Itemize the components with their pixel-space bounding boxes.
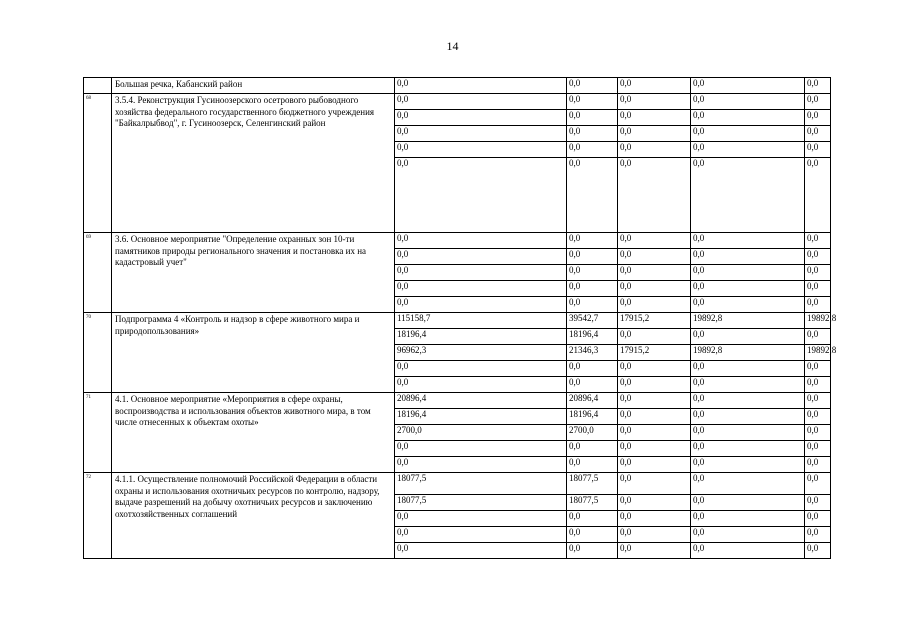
measure-name: Подпрограмма 4 «Контроль и надзор в сфере животного мира и природопользования»	[112, 313, 395, 393]
table-row	[84, 313, 831, 329]
value-cell: 0,0	[805, 297, 831, 313]
value-cell: 0,0	[618, 78, 691, 94]
value-cell: 0,0	[805, 377, 831, 393]
value-cell: 0,0	[805, 110, 831, 126]
value-cell: 0,0	[567, 265, 618, 281]
value-cell: 0,0	[805, 393, 831, 409]
value-cell: 0,0	[567, 78, 618, 94]
value-cell: 0,0	[395, 361, 567, 377]
value-cell: 0,0	[805, 473, 831, 495]
value-cell: 0,0	[618, 297, 691, 313]
value-cell: 0,0	[567, 94, 618, 110]
value-cell: 18077,5	[395, 473, 567, 495]
value-cell: 0,0	[395, 142, 567, 158]
value-cell: 0,0	[691, 329, 805, 345]
value-cell: 0,0	[691, 233, 805, 249]
value-cell: 18077,5	[567, 473, 618, 495]
value-cell: 0,0	[805, 495, 831, 511]
value-cell: 18196,4	[567, 329, 618, 345]
row-number	[84, 78, 112, 94]
value-cell: 0,0	[691, 94, 805, 110]
value-cell: 0,0	[618, 457, 691, 473]
value-cell: 0,0	[395, 249, 567, 265]
value-cell: 0,0	[567, 377, 618, 393]
value-cell: 0,0	[805, 511, 831, 527]
value-cell: 0,0	[805, 233, 831, 249]
value-cell: 0,0	[567, 543, 618, 559]
value-cell: 0,0	[395, 94, 567, 110]
value-cell: 18077,5	[395, 495, 567, 511]
table-row	[84, 78, 831, 94]
value-cell: 0,0	[395, 158, 567, 233]
value-cell: 0,0	[805, 361, 831, 377]
value-cell: 0,0	[805, 441, 831, 457]
value-cell: 18196,4	[567, 409, 618, 425]
value-cell: 0,0	[567, 511, 618, 527]
value-cell: 0,0	[805, 457, 831, 473]
value-cell: 0,0	[691, 142, 805, 158]
value-cell: 0,0	[618, 425, 691, 441]
value-cell: 0,0	[691, 265, 805, 281]
value-cell: 20896,4	[395, 393, 567, 409]
value-cell: 0,0	[395, 78, 567, 94]
value-cell: 0,0	[567, 110, 618, 126]
value-cell: 0,0	[395, 233, 567, 249]
value-cell: 0,0	[395, 457, 567, 473]
value-cell: 17915,2	[618, 313, 691, 329]
value-cell: 0,0	[567, 361, 618, 377]
value-cell: 0,0	[691, 297, 805, 313]
value-cell: 0,0	[691, 457, 805, 473]
value-cell: 0,0	[618, 409, 691, 425]
value-cell: 0,0	[395, 377, 567, 393]
value-cell: 39542,7	[567, 313, 618, 329]
table-row	[84, 94, 831, 110]
value-cell: 0,0	[691, 126, 805, 142]
row-number: 68	[84, 94, 112, 233]
value-cell: 0,0	[691, 78, 805, 94]
value-cell: 0,0	[567, 249, 618, 265]
row-number: 71	[84, 393, 112, 473]
value-cell: 18196,4	[395, 329, 567, 345]
value-cell: 0,0	[691, 527, 805, 543]
value-cell: 0,0	[805, 142, 831, 158]
value-cell: 0,0	[395, 511, 567, 527]
value-cell: 0,0	[805, 329, 831, 345]
value-cell: 0,0	[618, 473, 691, 495]
value-cell: 0,0	[691, 377, 805, 393]
value-cell: 0,0	[618, 441, 691, 457]
value-cell: 0,0	[567, 233, 618, 249]
value-cell: 0,0	[805, 78, 831, 94]
value-cell: 0,0	[567, 527, 618, 543]
value-cell: 0,0	[618, 527, 691, 543]
value-cell: 0,0	[805, 249, 831, 265]
value-cell: 0,0	[395, 297, 567, 313]
value-cell: 0,0	[691, 495, 805, 511]
value-cell: 0,0	[618, 249, 691, 265]
value-cell: 0,0	[567, 297, 618, 313]
value-cell: 115158,7	[395, 313, 567, 329]
budget-table	[83, 77, 837, 559]
value-cell: 0,0	[691, 473, 805, 495]
table-row	[84, 473, 831, 495]
row-number: 70	[84, 313, 112, 393]
value-cell: 0,0	[691, 110, 805, 126]
value-cell: 0,0	[395, 543, 567, 559]
value-cell: 0,0	[805, 94, 831, 110]
value-cell: 0,0	[805, 265, 831, 281]
value-cell: 0,0	[395, 265, 567, 281]
measure-name: 3.5.4. Реконструкция Гусиноозерского осетрового рыбоводного хозяйства федерального государственного бюджетного учреждения "Байкалрыбвод", г. Гусиноозерск, Селенгинский район	[112, 94, 395, 233]
value-cell: 0,0	[618, 495, 691, 511]
value-cell: 0,0	[691, 409, 805, 425]
value-cell: 0,0	[618, 329, 691, 345]
table-row	[84, 233, 831, 249]
value-cell: 0,0	[567, 158, 618, 233]
value-cell: 0,0	[805, 126, 831, 142]
measure-name: Большая речка, Кабанский район	[112, 78, 395, 94]
value-cell: 0,0	[805, 425, 831, 441]
value-cell: 0,0	[567, 126, 618, 142]
value-cell: 0,0	[618, 142, 691, 158]
value-cell: 0,0	[805, 543, 831, 559]
value-cell: 0,0	[691, 281, 805, 297]
value-cell: 0,0	[691, 425, 805, 441]
value-cell: 0,0	[395, 281, 567, 297]
measure-name: 3.6. Основное мероприятие "Определение охранных зон 10-ти памятников природы регионального значения и постановка их на кадастровый учет"	[112, 233, 395, 313]
value-cell: 0,0	[805, 281, 831, 297]
value-cell: 0,0	[691, 158, 805, 233]
value-cell: 0,0	[567, 457, 618, 473]
value-cell: 0,0	[691, 441, 805, 457]
value-cell: 0,0	[691, 511, 805, 527]
row-number: 72	[84, 473, 112, 559]
value-cell: 18196,4	[395, 409, 567, 425]
value-cell: 2700,0	[395, 425, 567, 441]
value-cell: 0,0	[395, 441, 567, 457]
value-cell: 0,0	[618, 393, 691, 409]
value-cell: 18077,5	[567, 495, 618, 511]
value-cell: 0,0	[567, 441, 618, 457]
value-cell: 0,0	[618, 158, 691, 233]
value-cell: 0,0	[567, 142, 618, 158]
value-cell: 0,0	[618, 511, 691, 527]
value-cell: 0,0	[618, 361, 691, 377]
value-cell: 19892,8	[691, 345, 805, 361]
value-cell: 0,0	[395, 110, 567, 126]
value-cell: 0,0	[618, 94, 691, 110]
value-cell: 0,0	[805, 158, 831, 233]
measure-name: 4.1. Основное мероприятие «Мероприятия в сфере охраны, воспроизводства и использования объектов животного мира, в том числе отнесенных к объектам охоты»	[112, 393, 395, 473]
value-cell: 19892,8	[691, 313, 805, 329]
value-cell: 0,0	[691, 249, 805, 265]
value-cell: 0,0	[691, 543, 805, 559]
value-cell: 0,0	[567, 281, 618, 297]
page-number: 14	[446, 39, 459, 53]
value-cell: 17915,2	[618, 345, 691, 361]
table-row	[84, 393, 831, 409]
value-cell: 19892,8	[805, 313, 831, 329]
value-cell: 0,0	[395, 527, 567, 543]
row-number: 69	[84, 233, 112, 313]
measure-name: 4.1.1. Осуществление полномочий Российской Федерации в области охраны и использования охотничьих ресурсов по контролю, надзору, выдаче разрешений на добычу охотничьих ресурсов и заключению охотхозяйственных соглашений	[112, 473, 395, 559]
value-cell: 21346,3	[567, 345, 618, 361]
value-cell: 0,0	[691, 361, 805, 377]
value-cell: 19892,8	[805, 345, 831, 361]
value-cell: 0,0	[618, 265, 691, 281]
value-cell: 96962,3	[395, 345, 567, 361]
value-cell: 0,0	[618, 126, 691, 142]
value-cell: 0,0	[618, 110, 691, 126]
value-cell: 0,0	[618, 281, 691, 297]
value-cell: 0,0	[618, 543, 691, 559]
value-cell: 0,0	[618, 233, 691, 249]
value-cell: 20896,4	[567, 393, 618, 409]
value-cell: 0,0	[691, 393, 805, 409]
value-cell: 0,0	[805, 409, 831, 425]
value-cell: 2700,0	[567, 425, 618, 441]
value-cell: 0,0	[618, 377, 691, 393]
value-cell: 0,0	[805, 527, 831, 543]
value-cell: 0,0	[395, 126, 567, 142]
